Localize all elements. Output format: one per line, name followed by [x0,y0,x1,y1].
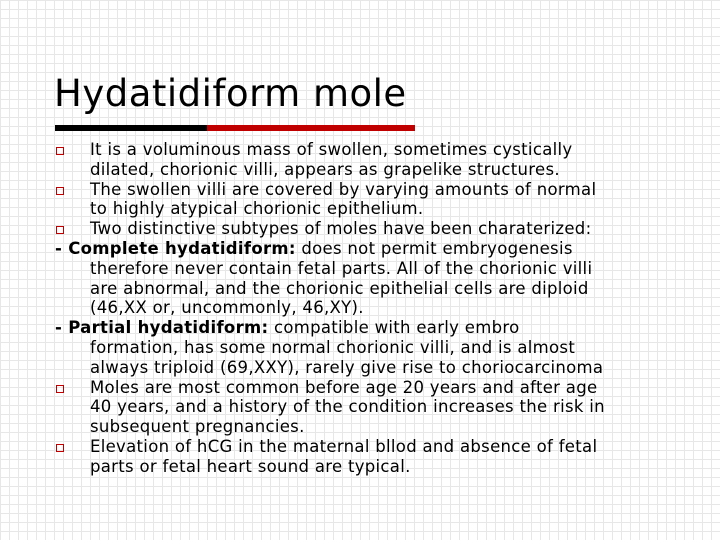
hollow-square-icon [56,444,64,452]
subtype-text-continuation [55,298,675,318]
subtype-label: - Partial hydatidiform: [55,318,269,338]
bullet-text: The swollen villi are covered by varying amounts of normal [90,179,597,199]
hollow-square-icon [56,226,64,234]
subtype-text: always triploid (69,XXY), rarely give rise to choriocarcinoma [90,357,604,377]
bullet-text: to highly atypical chorionic epithelium. [90,199,424,219]
subtype-text: compatible with early embro [268,318,520,338]
subtype-text: formation, has some normal chorionic villi, and is almost [90,337,576,357]
bullet-text: parts or fetal heart sound are typical. [90,456,411,476]
bullet-text-continuation [55,199,675,219]
bullet-item [55,140,675,160]
slide-title: Hydatidiform mole [54,72,407,115]
hollow-square-icon [56,385,64,393]
bullet-text: Two distinctive subtypes of moles have been charaterized: [90,219,592,239]
bullet-text: subsequent pregnancies. [90,417,305,437]
subtype-item-complete [55,239,675,259]
subtype-text-continuation [55,338,675,358]
subtype-text: therefore never contain fetal parts. All of the chorionic villi [90,258,593,278]
subtype-text: are abnormal, and the chorionic epithelial cells are diploid [90,278,589,298]
bullet-text-continuation [55,457,675,477]
title-underline-red [207,125,415,131]
title-underline-black [55,125,207,131]
bullet-text-continuation [55,417,675,437]
subtype-item-partial [55,318,675,338]
subtype-text: does not permit embryogenesis [295,238,573,258]
bullet-text: Elevation of hCG in the maternal bllod and absence of fetal [90,436,598,456]
bullet-text: It is a voluminous mass of swollen, sometimes cystically [90,140,573,159]
subtype-text-continuation [55,358,675,378]
subtype-label: - Complete hydatidiform: [55,238,296,258]
bullet-item [55,437,675,457]
bullet-text: dilated, chorionic villi, appears as grapelike structures. [90,159,560,179]
bullet-text-continuation [55,397,675,417]
slide-body [55,140,675,477]
bullet-text: 40 years, and a history of the condition increases the risk in [90,397,605,417]
bullet-item [55,378,675,398]
bullet-text: Moles are most common before age 20 years and after age [90,377,598,397]
hollow-square-icon [56,147,64,155]
bullet-text-continuation [55,160,675,180]
bullet-item [55,219,675,239]
bullet-item [55,180,675,200]
subtype-text-continuation [55,279,675,299]
subtype-text-continuation [55,259,675,279]
subtype-text: (46,XX or, uncommonly, 46,XY). [90,298,364,318]
hollow-square-icon [56,187,64,195]
